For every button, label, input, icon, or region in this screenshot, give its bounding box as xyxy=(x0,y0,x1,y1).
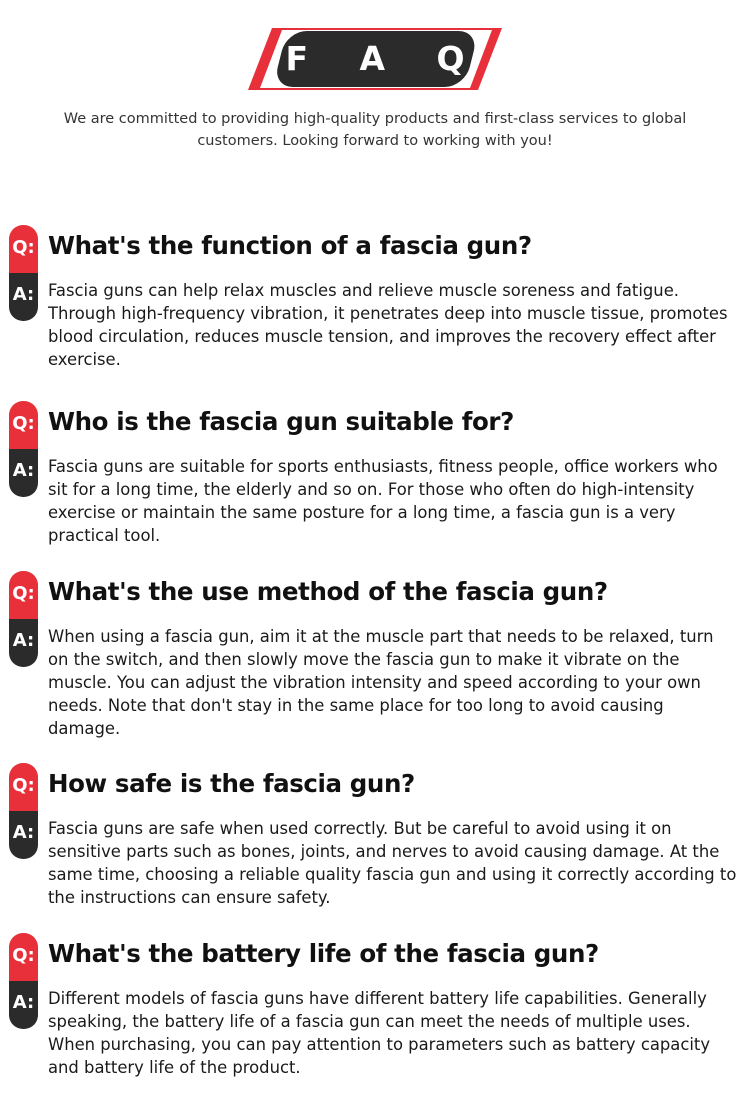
faq-badge xyxy=(246,26,504,92)
a-label: A: xyxy=(12,992,35,1013)
q-label: Q: xyxy=(12,945,35,966)
faq-answer: Fascia guns are safe when used correctly. But be careful to avoid using it on sensitive parts such as bones, joints, and nerves to avoid causing damage. At the same time, choosing a reliable quality fascia gun and using it correctly according to the instructions can ensure safety. xyxy=(48,819,737,907)
qa-marker xyxy=(9,401,38,497)
qa-marker xyxy=(9,933,38,1029)
qa-marker xyxy=(9,763,38,859)
q-label: Q: xyxy=(12,237,35,258)
faq-question: How safe is the fascia gun? xyxy=(48,769,415,798)
a-label: A: xyxy=(12,822,35,843)
faq-question: What's the use method of the fascia gun? xyxy=(48,577,608,606)
faq-answer: Fascia guns are suitable for sports enthusiasts, fitness people, office workers who sit for a long time, the elderly and so on. For those who often do high-intensity exercise or maintain the same posture for a long time, a fascia gun is a very practical tool. xyxy=(48,457,718,545)
a-label: A: xyxy=(12,630,35,651)
a-label: A: xyxy=(12,460,35,481)
intro-text: We are committed to providing high-quality products and first-class services to global customers. Looking forward to working with you! xyxy=(63,111,687,149)
qa-marker xyxy=(9,225,38,321)
faq-question: What's the battery life of the fascia gun? xyxy=(48,939,599,968)
q-label: Q: xyxy=(12,583,35,604)
faq-question: Who is the fascia gun suitable for? xyxy=(48,407,514,436)
faq-answer: Different models of fascia guns have different battery life capabilities. Generally speaking, the battery life of a fascia gun can meet the needs of multiple uses. When purchasing, you can pay attention to parameters such as battery capacity and battery life of the product. xyxy=(48,989,711,1077)
faq-title: F A Q xyxy=(285,39,485,78)
faq-question: What's the function of a fascia gun? xyxy=(48,231,532,260)
q-label: Q: xyxy=(12,775,35,796)
a-label: A: xyxy=(12,284,35,305)
qa-marker xyxy=(9,571,38,667)
faq-answer: When using a fascia gun, aim it at the muscle part that needs to be relaxed, turn on the switch, and then slowly move the fascia gun to make it vibrate on the muscle. You can adjust the vibration intensity and speed according to your own needs. Note that don't stay in the same place for too long to avoid causing damage. xyxy=(48,627,714,738)
q-label: Q: xyxy=(12,413,35,434)
faq-answer: Fascia guns can help relax muscles and relieve muscle soreness and fatigue. Through high-frequency vibration, it penetrates deep into muscle tissue, promotes blood circulation, reduces muscle tension, and improves the recovery effect after exercise. xyxy=(48,281,728,369)
